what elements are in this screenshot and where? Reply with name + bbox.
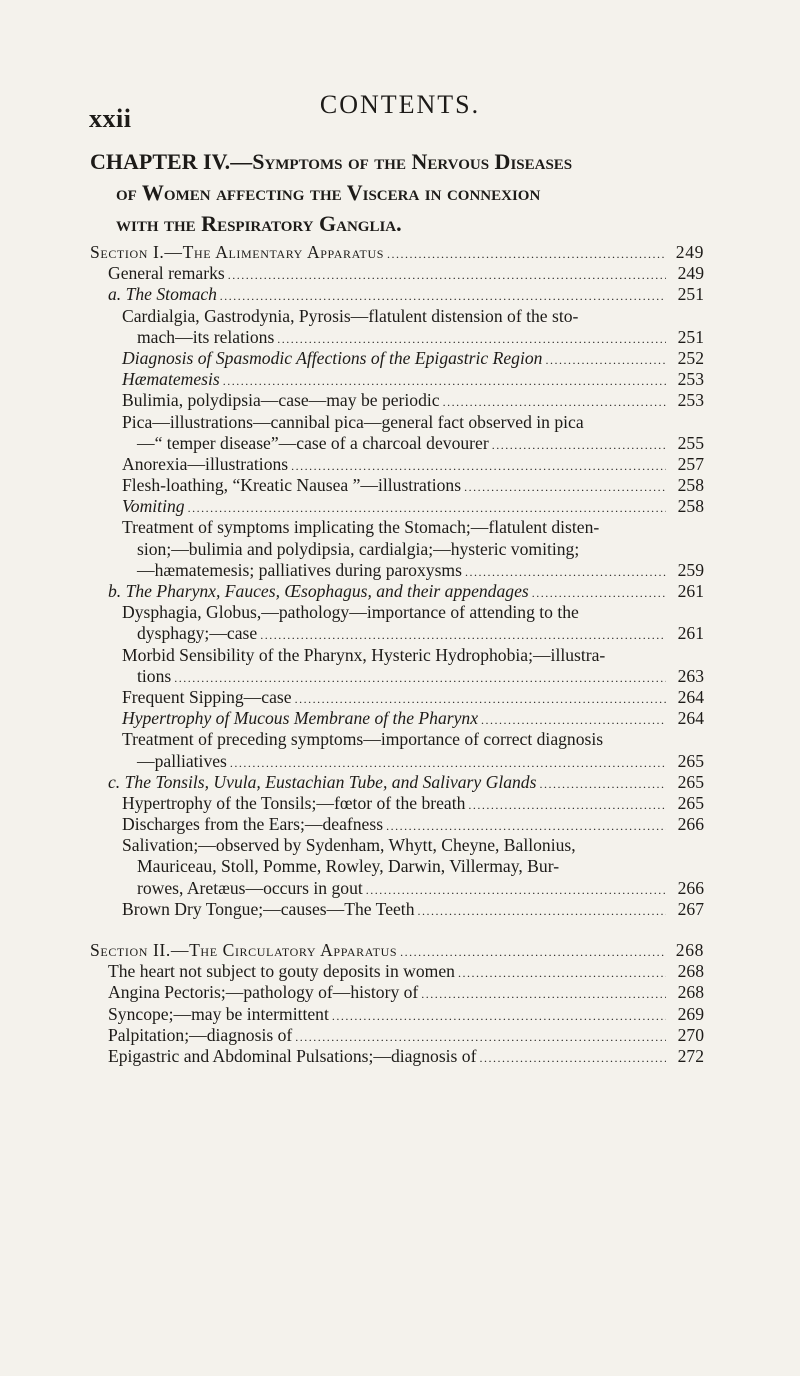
page-ref: 255 xyxy=(677,432,704,453)
page-ref: 263 xyxy=(677,665,704,686)
page-ref: 268 xyxy=(677,982,704,1003)
toc-entry: Epigastric and Abdominal Pulsations;—diagnosis of ..... 272 xyxy=(90,1046,704,1067)
chapter-title-line3: with the Respiratory Ganglia. xyxy=(116,211,402,236)
chapter-title-line2: of Women affecting the Viscera in connexion xyxy=(116,180,541,205)
page-ref: 261 xyxy=(677,623,704,644)
page-ref: 266 xyxy=(677,814,704,835)
page-ref: 265 xyxy=(677,750,704,771)
toc-entry-continuation: mach—its relations ..... 251 xyxy=(90,327,704,348)
toc-entry-continuation: sion;—bulimia and polydipsia, cardialgia;—hysteric vomiting; xyxy=(137,538,580,559)
chapter-title-line1: —Symptoms of the Nervous Diseases xyxy=(230,149,573,174)
toc-entry-continuation: tions ..... 263 xyxy=(90,666,704,687)
page-number: xxii xyxy=(89,104,132,133)
page-ref: 265 xyxy=(677,771,704,792)
chapter-label: CHAPTER IV. xyxy=(90,149,231,174)
toc-entry: Brown Dry Tongue;—causes—The Teeth ..... 267 xyxy=(90,899,704,920)
toc-entry: b. The Pharynx, Fauces, Œsophagus, and their appendages ..... 261 xyxy=(90,581,704,602)
page-ref: 267 xyxy=(677,898,704,919)
page-ref: 259 xyxy=(677,559,704,580)
chapter-heading xyxy=(90,146,710,239)
toc-entry: Palpitation;—diagnosis of ..... 270 xyxy=(90,1025,704,1046)
toc-entry: Hæmatemesis ..... 253 xyxy=(90,369,704,390)
toc-entry: Hypertrophy of Mucous Membrane of the Pharynx ..... 264 xyxy=(90,708,704,729)
page-ref: 253 xyxy=(677,369,704,390)
page-ref: 251 xyxy=(677,284,704,305)
page-ref: 265 xyxy=(677,792,704,813)
page-ref: 258 xyxy=(677,496,704,517)
page-ref: 270 xyxy=(677,1024,704,1045)
toc-entry: Frequent Sipping—case ..... 264 xyxy=(90,687,704,708)
page-ref: 253 xyxy=(677,390,704,411)
toc-entry: Morbid Sensibility of the Pharynx, Hysteric Hydrophobia;—illustra- xyxy=(122,644,606,665)
toc-entry: Salivation;—observed by Sydenham, Whytt, Cheyne, Ballonius, xyxy=(122,835,576,856)
toc-entry-continuation: Mauriceau, Stoll, Pomme, Rowley, Darwin, Villermay, Bur- xyxy=(137,856,560,877)
page-ref: 266 xyxy=(677,877,704,898)
section-gap xyxy=(90,920,704,940)
toc-section-heading: Section I.—The Alimentary Apparatus ..... 249 xyxy=(90,242,704,263)
toc-entry: General remarks ..... 249 xyxy=(90,263,704,284)
page-ref: 257 xyxy=(677,453,704,474)
page-ref: 258 xyxy=(677,475,704,496)
page-ref: 249 xyxy=(675,242,704,262)
running-head: CONTENTS. xyxy=(319,90,481,119)
toc-entry: Vomiting ..... 258 xyxy=(90,496,704,517)
toc-entry: Treatment of symptoms implicating the Stomach;—flatulent disten- xyxy=(122,517,600,538)
toc-entry: a. The Stomach ..... 251 xyxy=(90,284,704,305)
toc-entry-continuation: rowes, Aretæus—occurs in gout ..... 266 xyxy=(90,878,704,899)
toc-entry: Cardialgia, Gastrodynia, Pyrosis—flatulent distension of the sto- xyxy=(122,305,579,326)
toc-entry: Treatment of preceding symptoms—importance of correct diagnosis xyxy=(122,729,604,750)
toc-entry: Hypertrophy of the Tonsils;—fœtor of the breath ..... 265 xyxy=(90,793,704,814)
toc-entry: Angina Pectoris;—pathology of—history of ..... 268 xyxy=(90,982,704,1003)
page-ref: 264 xyxy=(677,708,704,729)
toc-section-heading: Section II.—The Circulatory Apparatus ..... 268 xyxy=(90,940,704,961)
page-ref: 268 xyxy=(677,961,704,982)
toc-entry-continuation: —“ temper disease”—case of a charcoal devourer ..... 255 xyxy=(90,433,704,454)
toc-entry: Diagnosis of Spasmodic Affections of the Epigastric Region ..... 252 xyxy=(90,348,704,369)
toc-entry: Dysphagia, Globus,—pathology—importance of attending to the xyxy=(122,602,579,623)
page-ref: 264 xyxy=(677,686,704,707)
toc-entry: Pica—illustrations—cannibal pica—general fact observed in pica xyxy=(122,411,584,432)
page-ref: 268 xyxy=(675,940,704,960)
page-ref: 252 xyxy=(677,347,704,368)
toc-entry: Bulimia, polydipsia—case—may be periodic ..... 253 xyxy=(90,390,704,411)
page-ref: 251 xyxy=(677,326,704,347)
page-ref: 269 xyxy=(677,1003,704,1024)
toc-entry-continuation: —palliatives ..... 265 xyxy=(90,751,704,772)
page-ref: 261 xyxy=(677,581,704,601)
page-ref: 272 xyxy=(677,1045,704,1066)
toc-entry: The heart not subject to gouty deposits in women ..... 268 xyxy=(90,961,704,982)
toc-entry: Anorexia—illustrations ..... 257 xyxy=(90,454,704,475)
contents-list xyxy=(90,242,704,1067)
page-ref: 249 xyxy=(677,263,704,284)
toc-entry: Syncope;—may be intermittent ..... 269 xyxy=(90,1004,704,1025)
toc-entry-continuation: —hæmatemesis; palliatives during paroxysms ..... 259 xyxy=(90,560,704,581)
toc-entry: c. The Tonsils, Uvula, Eustachian Tube, and Salivary Glands ..... 265 xyxy=(90,772,704,793)
toc-entry-continuation: dysphagy;—case ..... 261 xyxy=(90,623,704,644)
toc-entry: Discharges from the Ears;—deafness ..... 266 xyxy=(90,814,704,835)
toc-entry: Flesh-loathing, “Kreatic Nausea ”—illustrations ..... 258 xyxy=(90,475,704,496)
